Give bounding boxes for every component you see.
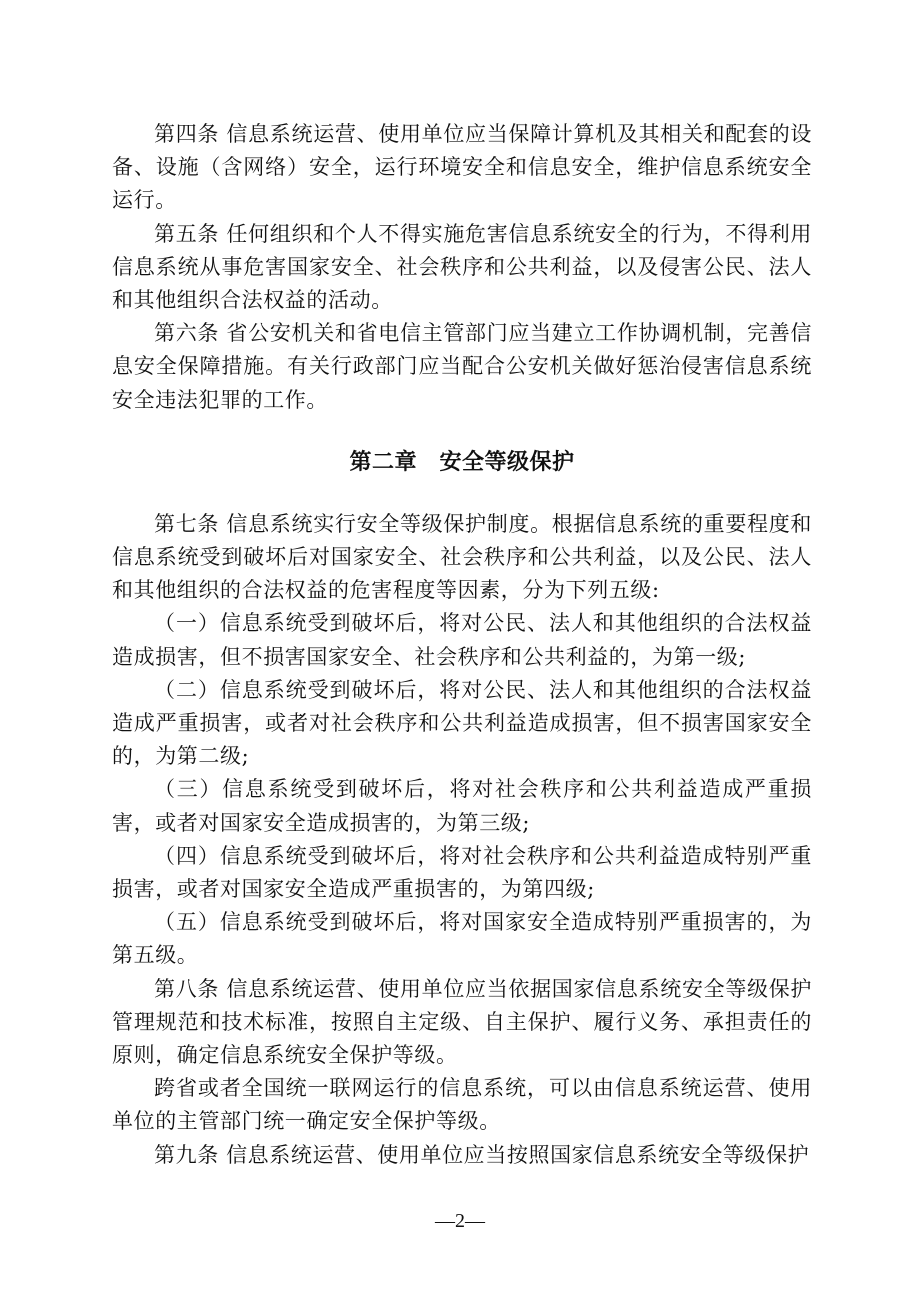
article-8-second-paragraph: 跨省或者全国统一联网运行的信息系统，可以由信息系统运营、使用单位的主管部门统一确定安全保护等级。	[112, 1076, 812, 1134]
level-4-item: （四）信息系统受到破坏后，将对社会秩序和公共利益造成特别严重损害，或者对国家安全造成严重损害的，为第四级;	[112, 843, 812, 902]
level-1-item: （一）信息系统受到破坏后，将对公民、法人和其他组织的合法权益造成损害，但不损害国家安全、社会秩序和公共利益的，为第一级;	[112, 611, 812, 669]
article-5-paragraph: 第五条 任何组织和个人不得实施危害信息系统安全的行为，不得利用信息系统从事危害国家安全、社会秩序和公共利益，以及侵害公民、法人和其他组织合法权益的活动。	[112, 221, 812, 313]
document-page	[112, 118, 812, 1172]
page-number: —2—	[435, 1210, 485, 1232]
chapter-heading: 第二章 安全等级保护	[349, 449, 575, 475]
level-5-item: （五）信息系统受到破坏后，将对国家安全造成特别严重损害的，为第五级。	[112, 910, 812, 968]
article-7-paragraph: 第七条 信息系统实行安全等级保护制度。根据信息系统的重要程度和信息系统受到破坏后对国家安全、社会秩序和公共利益，以及公民、法人和其他组织的合法权益的危害程度等因素，分为下列五级:	[112, 511, 812, 603]
article-6-paragraph: 第六条 省公安机关和省电信主管部门应当建立工作协调机制，完善信息安全保障措施。有关行政部门应当配合公安机关做好惩治侵害信息系统安全违法犯罪的工作。	[112, 321, 812, 412]
level-3-item: （三）信息系统受到破坏后，将对社会秩序和公共利益造成严重损害，或者对国家安全造成损害的，为第三级;	[112, 777, 812, 835]
article-8-paragraph: 第八条 信息系统运营、使用单位应当依据国家信息系统安全等级保护管理规范和技术标准，按照自主定级、自主保护、履行义务、承担责任的原则，确定信息系统安全保护等级。	[112, 976, 812, 1068]
article-9-paragraph: 第九条 信息系统运营、使用单位应当按照国家信息系统安全等级保护	[154, 1142, 810, 1167]
level-2-item: （二）信息系统受到破坏后，将对公民、法人和其他组织的合法权益造成严重损害，或者对社会秩序和公共利益造成损害，但不损害国家安全的，为第二级;	[112, 677, 812, 769]
article-4-paragraph: 第四条 信息系统运营、使用单位应当保障计算机及其相关和配套的设备、设施（含网络）安全，运行环境安全和信息安全，维护信息系统安全运行。	[112, 122, 812, 213]
